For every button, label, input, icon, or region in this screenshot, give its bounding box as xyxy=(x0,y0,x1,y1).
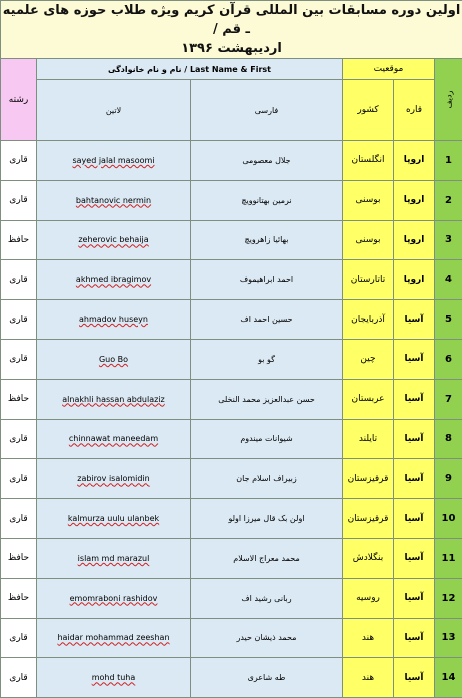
cell-row-number: 12 xyxy=(435,578,462,618)
cell-latin-name xyxy=(37,379,191,419)
cell-country: هند xyxy=(343,618,394,658)
latin-name-text: zeherovic behaija xyxy=(78,235,148,244)
cell-row-number: 4 xyxy=(435,260,462,300)
cell-country: قرقیزستان xyxy=(343,459,394,499)
cell-farsi-name: اولن بک قال میرزا اولو xyxy=(191,499,343,539)
latin-name-text: haidar mohammad zeeshan xyxy=(57,633,169,642)
sheet-title xyxy=(1,1,462,59)
cell-continent: آسیا xyxy=(394,499,435,539)
table-row xyxy=(1,180,462,220)
cell-country: قرقیزستان xyxy=(343,499,394,539)
cell-field: قاری xyxy=(1,459,37,499)
latin-name-text: kalmurza uulu ulanbek xyxy=(68,514,159,523)
header-row-label: ردیف xyxy=(444,91,453,109)
cell-row-number: 6 xyxy=(435,339,462,379)
cell-latin-name xyxy=(37,618,191,658)
cell-row-number: 7 xyxy=(435,379,462,419)
cell-row-number: 13 xyxy=(435,618,462,658)
cell-farsi-name: شیوانات میندوم xyxy=(191,419,343,459)
cell-row-number: 3 xyxy=(435,220,462,260)
cell-row-number: 2 xyxy=(435,180,462,220)
cell-field: حافظ xyxy=(1,578,37,618)
cell-continent: آسیا xyxy=(394,379,435,419)
table-row xyxy=(1,459,462,499)
table-row xyxy=(1,339,462,379)
cell-country: تایلند xyxy=(343,419,394,459)
header-row-number xyxy=(435,59,462,141)
latin-name-text: islam md marazul xyxy=(78,554,150,563)
cell-field: حافظ xyxy=(1,379,37,419)
cell-row-number: 5 xyxy=(435,300,462,340)
table-row xyxy=(1,618,462,658)
table-row xyxy=(1,300,462,340)
cell-latin-name xyxy=(37,538,191,578)
cell-row-number: 9 xyxy=(435,459,462,499)
cell-field: قاری xyxy=(1,658,37,698)
latin-name-text: chinnawat maneedam xyxy=(69,434,158,443)
cell-continent: اروپا xyxy=(394,180,435,220)
cell-continent: آسیا xyxy=(394,658,435,698)
cell-farsi-name: حسین احمد اف xyxy=(191,300,343,340)
cell-field: قاری xyxy=(1,419,37,459)
cell-farsi-name: گو بو xyxy=(191,339,343,379)
latin-name-text: bahtanovic nermin xyxy=(76,196,151,205)
cell-country: عربستان xyxy=(343,379,394,419)
cell-continent: اروپا xyxy=(394,141,435,181)
latin-name-text: mohd tuha xyxy=(92,673,136,682)
table-row xyxy=(1,141,462,181)
title-line-1: اولین دوره مسابقات بین المللی قرآن کریم ویژه طلاب حوزه های علمیه ـ قم / xyxy=(1,1,462,39)
cell-latin-name xyxy=(37,339,191,379)
cell-latin-name xyxy=(37,419,191,459)
header-latin: لاتین xyxy=(37,80,191,141)
header-location: موقعیت xyxy=(343,59,435,80)
cell-continent: آسیا xyxy=(394,618,435,658)
cell-farsi-name: طه شاعری xyxy=(191,658,343,698)
cell-field: قاری xyxy=(1,499,37,539)
header-field: رشته xyxy=(1,59,37,141)
table-row xyxy=(1,220,462,260)
table-row xyxy=(1,538,462,578)
table-row xyxy=(1,419,462,459)
cell-continent: آسیا xyxy=(394,419,435,459)
cell-latin-name xyxy=(37,180,191,220)
cell-field: قاری xyxy=(1,141,37,181)
cell-latin-name xyxy=(37,499,191,539)
cell-farsi-name: بهائیا زاهرویچ xyxy=(191,220,343,260)
cell-continent: اروپا xyxy=(394,260,435,300)
cell-country: آذربایجان xyxy=(343,300,394,340)
cell-field: قاری xyxy=(1,339,37,379)
cell-latin-name xyxy=(37,220,191,260)
cell-country: بوسنی xyxy=(343,180,394,220)
table-row xyxy=(1,658,462,698)
latin-name-text: sayed jalal masoomi xyxy=(72,156,154,165)
cell-latin-name xyxy=(37,260,191,300)
cell-row-number: 11 xyxy=(435,538,462,578)
table-row xyxy=(1,260,462,300)
header-farsi: فارسی xyxy=(191,80,343,141)
cell-field: قاری xyxy=(1,260,37,300)
cell-farsi-name: نرمین بهتانوویچ xyxy=(191,180,343,220)
header-country: کشور xyxy=(343,80,394,141)
table-row xyxy=(1,578,462,618)
cell-continent: آسیا xyxy=(394,339,435,379)
cell-latin-name xyxy=(37,459,191,499)
cell-continent: آسیا xyxy=(394,578,435,618)
cell-farsi-name: احمد ابراهیموف xyxy=(191,260,343,300)
cell-row-number: 8 xyxy=(435,419,462,459)
latin-name-text: emomraboni rashidov xyxy=(70,594,158,603)
cell-latin-name xyxy=(37,300,191,340)
cell-farsi-name: ربانی رشید اف xyxy=(191,578,343,618)
cell-country: بنگلادش xyxy=(343,538,394,578)
table-row xyxy=(1,379,462,419)
cell-field: قاری xyxy=(1,300,37,340)
cell-country: انگلستان xyxy=(343,141,394,181)
cell-country: بوسنی xyxy=(343,220,394,260)
title-line-2: اردیبهشت ۱۳۹۶ xyxy=(1,39,462,58)
cell-farsi-name: زبیراف اسلام جان xyxy=(191,459,343,499)
latin-name-text: Guo Bo xyxy=(99,355,128,364)
cell-country: چین xyxy=(343,339,394,379)
cell-latin-name xyxy=(37,578,191,618)
cell-field: قاری xyxy=(1,180,37,220)
latin-name-text: alnakhli hassan abdulaziz xyxy=(62,395,165,404)
cell-country: تاتارستان xyxy=(343,260,394,300)
cell-continent: آسیا xyxy=(394,300,435,340)
cell-farsi-name: حسن عبدالعزیز محمد النخلی xyxy=(191,379,343,419)
cell-row-number: 10 xyxy=(435,499,462,539)
latin-name-text: zabirov isalomidin xyxy=(77,474,149,483)
cell-continent: آسیا xyxy=(394,538,435,578)
latin-name-text: akhmed ibragimov xyxy=(76,275,151,284)
cell-latin-name xyxy=(37,141,191,181)
cell-country: هند xyxy=(343,658,394,698)
cell-continent: اروپا xyxy=(394,220,435,260)
cell-field: حافظ xyxy=(1,220,37,260)
cell-country: روسیه xyxy=(343,578,394,618)
cell-field: حافظ xyxy=(1,538,37,578)
cell-latin-name xyxy=(37,658,191,698)
cell-field: قاری xyxy=(1,618,37,658)
cell-farsi-name: جلال معصومی xyxy=(191,141,343,181)
cell-row-number: 1 xyxy=(435,141,462,181)
table-row xyxy=(1,499,462,539)
cell-farsi-name: محمد معراج الاسلام xyxy=(191,538,343,578)
header-name-group: نام و نام خانوادگی / Last Name & First xyxy=(37,59,343,80)
header-continent: قاره xyxy=(394,80,435,141)
cell-farsi-name: محمد ذیشان حیدر xyxy=(191,618,343,658)
cell-row-number: 14 xyxy=(435,658,462,698)
cell-continent: آسیا xyxy=(394,459,435,499)
latin-name-text: ahmadov huseyn xyxy=(79,315,148,324)
